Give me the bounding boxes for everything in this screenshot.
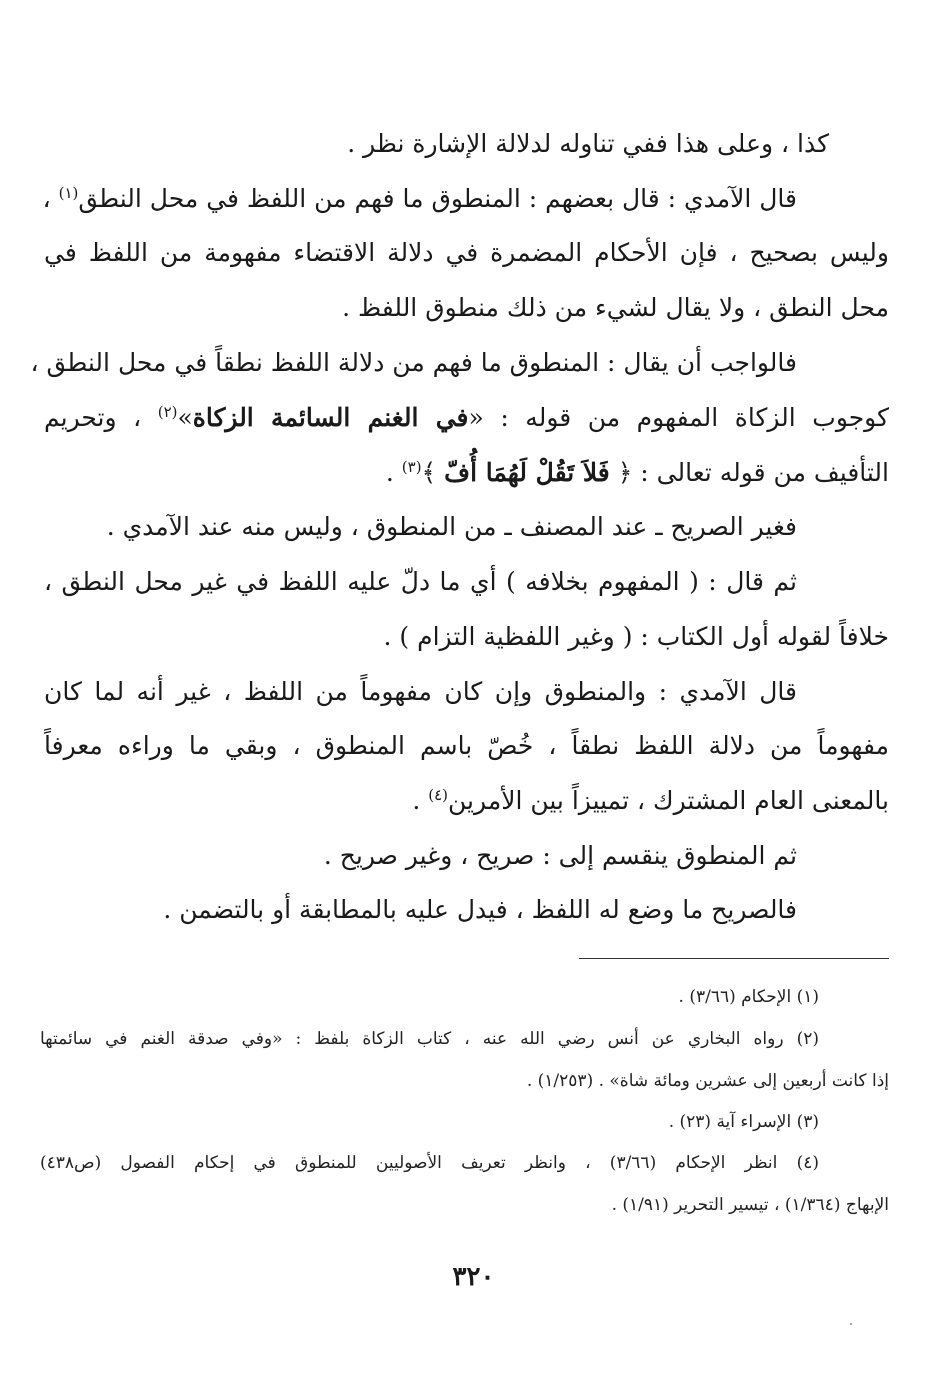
text-line-13: [44, 788, 889, 813]
text-line-2: [44, 186, 797, 211]
footnote-2-line-2: إذا كانت أربعين إلى عشرين ومائة شاة» . (١/٢٥٣) .: [526, 1071, 889, 1091]
text-line-7: [44, 460, 889, 485]
text-line-9: ثم قال : ( المفهوم بخلافه ) أي ما دلّ عليه اللفظ في غير محل النطق ،: [44, 567, 797, 596]
footnote-1: (١) الإحكام (٣/٦٦) .: [678, 987, 819, 1007]
text-line-1: كذا ، وعلى هذا ففي تناوله لدلالة الإشارة نظر .: [347, 129, 829, 158]
text-line-13-a: بالمعنى العام المشترك ، تمييزاً بين الأمرين: [448, 786, 889, 815]
text-line-7-b: ﴾: [421, 458, 445, 487]
quran-verse: فَلاَ تَقُلْ لَهُمَا أُفّ: [444, 458, 610, 487]
footnote-ref-4[interactable]: (٤): [428, 786, 449, 804]
footnote-4-line-1: (٤) انظر الإحكام (٣/٦٦) ، وانظر تعريف الأصوليين للمنطوق في إحكام الفصول (ص٤٣٨): [40, 1153, 819, 1173]
text-line-5: فالواجب أن يقال : المنطوق ما فهم من دلالة اللفظ نطقاً في محل النطق ،: [30, 348, 797, 377]
text-line-13-b: .: [412, 786, 429, 815]
footnote-4-line-2: الإبهاج (١/٣٦٤) ، تيسير التحرير (١/٩١) .: [611, 1195, 889, 1215]
hadith-quote: في الغنم السائمة الزكاة: [192, 403, 469, 432]
text-line-7-a: التأفيف من قوله تعالى : ﴿: [609, 458, 889, 487]
text-line-14: ثم المنطوق ينقسم إلى : صريح ، وغير صريح .: [323, 841, 797, 870]
text-line-12: مفهوماً من دلالة اللفظ نطقاً ، خُصّ باسم المنطوق ، وبقي ما وراءه معرفاً: [44, 731, 889, 760]
footnote-ref-3[interactable]: (٣): [401, 458, 422, 476]
footnote-separator: [579, 958, 889, 959]
footnote-3: (٣) الإسراء آية (٢٣) .: [668, 1112, 819, 1132]
text-line-15: فالصريح ما وضع له اللفظ ، فيدل عليه بالمطابقة أو بالتضمن .: [163, 895, 797, 924]
footnote-2-line-1: (٢) رواه البخاري عن أنس رضي الله عنه ، كتاب الزكاة بلفظ : «وفي صدقة الغنم في سائمتها: [40, 1029, 819, 1049]
scan-speck: [850, 1323, 852, 1325]
text-line-8: فغير الصريح ـ عند المصنف ـ من المنطوق ، وليس منه عند الآمدي .: [106, 512, 797, 541]
text-line-6-a: كوجوب الزكاة المفهوم من قوله : «: [468, 403, 890, 432]
text-line-6-c: ، وتحريم: [44, 403, 158, 432]
text-line-10: خلافاً لقوله أول الكتاب : ( وغير اللفظية التزام ) .: [383, 622, 889, 651]
text-line-4: محل النطق ، ولا يقال لشيء من ذلك منطوق اللفظ .: [342, 293, 889, 322]
text-line-11: قال الآمدي : والمنطوق وإن كان مفهوماً من اللفظ ، غير أنه لما كان: [44, 677, 797, 706]
footnote-ref-1[interactable]: (١): [58, 184, 79, 202]
text-line-2-body: قال الآمدي : قال بعضهم : المنطوق ما فهم من اللفظ في محل النطق: [78, 184, 797, 213]
text-line-6: [44, 405, 889, 430]
text-line-6-b: »: [177, 403, 193, 432]
footnote-ref-2[interactable]: (٢): [157, 403, 178, 421]
text-line-2-end: ،: [42, 184, 59, 213]
page-number: ٣٢٠: [452, 1262, 495, 1292]
text-line-7-c: .: [385, 458, 402, 487]
text-line-3: وليس بصحيح ، فإن الأحكام المضمرة في دلالة الاقتضاء مفهومة من اللفظ في: [44, 238, 889, 267]
